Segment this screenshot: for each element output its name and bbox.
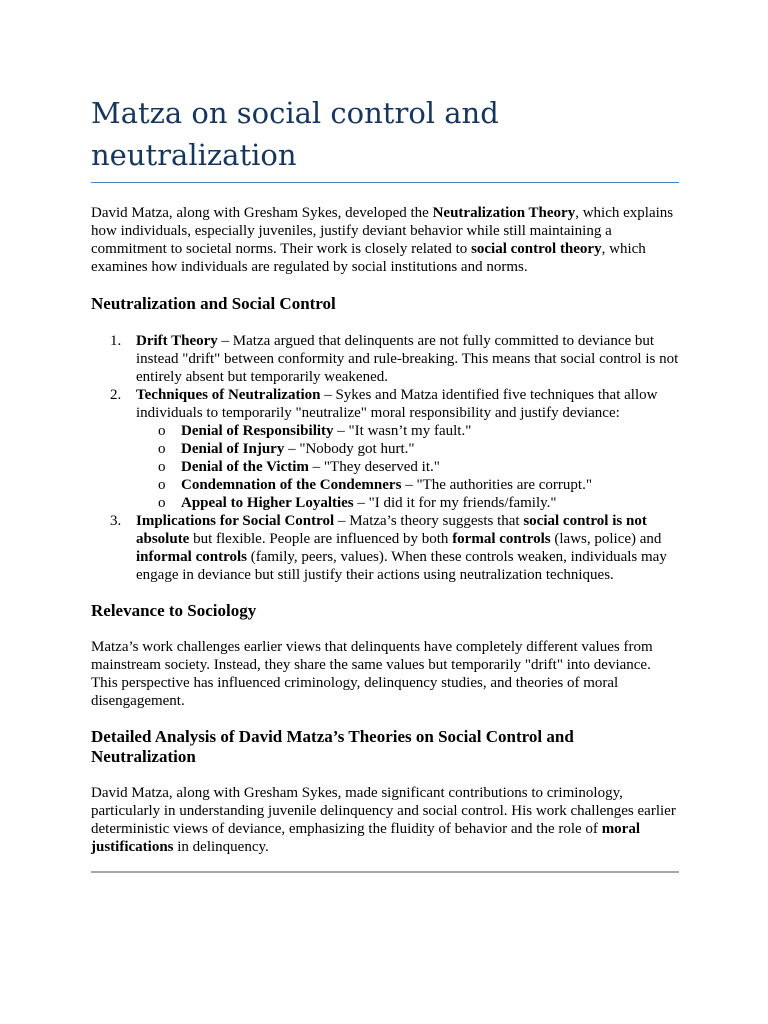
sub-text: – "They deserved it." — [308, 459, 440, 475]
bullet: o — [158, 477, 166, 493]
page-title: Matza on social control and neutralization — [91, 92, 679, 183]
list-item-implications — [91, 512, 679, 584]
intro-paragraph — [91, 204, 679, 276]
intro-text-3: , which examines how individuals are regulated by social institutions and norms. — [91, 241, 646, 275]
sub-term: Denial of Responsibility — [181, 423, 334, 439]
list-text: (laws, police) and — [550, 531, 662, 547]
sub-item-denial-victim — [136, 458, 679, 476]
detailed-analysis-paragraph — [91, 784, 679, 856]
sub-term: Condemnation of the Condemners — [181, 477, 402, 493]
list-bold: social control is not absolute — [136, 513, 647, 547]
sub-term: Appeal to Higher Loyalties — [181, 495, 354, 511]
section-heading-relevance: Relevance to Sociology — [91, 601, 257, 620]
list-text: – Matza argued that delinquents are not fully committed to deviance but instead "drift" between conformity and rule-breaking. This means that social control is not entirely absent but temporarily weakened. — [136, 333, 679, 385]
list-term: Techniques of Neutralization — [136, 387, 321, 403]
intro-bold-2: social control theory — [471, 241, 602, 257]
list-number: 1. — [110, 333, 122, 349]
list-bold: informal controls — [136, 549, 247, 565]
intro-text-2: , which explains how individuals, especially juveniles, justify deviant behavior while still maintaining a commitment to societal norms. Their work is closely related to — [91, 205, 674, 257]
bullet: o — [158, 495, 166, 511]
list-number: 3. — [110, 513, 122, 529]
list-text: but flexible. People are influenced by both — [189, 531, 453, 547]
numbered-list — [91, 332, 679, 584]
document-body — [91, 92, 679, 856]
sub-item-higher-loyalties — [136, 494, 679, 512]
sub-item-denial-injury — [136, 440, 679, 458]
sub-term: Denial of Injury — [181, 441, 285, 457]
list-text: (family, peers, values). When these controls weaken, individuals may engage in deviance but still justify their actions using neutralization techniques. — [136, 549, 667, 583]
list-term: Drift Theory — [136, 333, 218, 349]
list-item-techniques — [91, 386, 679, 512]
intro-text-1: David Matza, along with Gresham Sykes, developed the — [91, 205, 433, 221]
sub-term: Denial of the Victim — [181, 459, 309, 475]
bullet: o — [158, 423, 166, 439]
sub-item-denial-responsibility — [136, 422, 679, 440]
list-term: Implications for Social Control — [136, 513, 335, 529]
sub-text: – "The authorities are corrupt." — [401, 477, 592, 493]
section-heading-detailed-analysis: Detailed Analysis of David Matza’s Theories on Social Control and Neutralization — [91, 727, 574, 766]
sub-text: – "I did it for my friends/family." — [353, 495, 557, 511]
sub-item-condemnation — [136, 476, 679, 494]
list-bold: formal controls — [452, 531, 551, 547]
analysis-text-1: David Matza, along with Gresham Sykes, made significant contributions to criminology, particularly in understanding juvenile delinquency and social control. His work challenges earlier deterministic views of deviance, emphasizing the fluidity of behavior and the role of — [91, 785, 676, 837]
bullet: o — [158, 441, 166, 457]
relevance-paragraph: Matza’s work challenges earlier views that delinquents have completely different values from mainstream society. Instead, they share the same values but temporarily "drift" into deviance. This perspective has influenced criminology, delinquency studies, and theories of moral disengagement. — [91, 639, 653, 709]
horizontal-divider — [91, 871, 679, 873]
bullet: o — [158, 459, 166, 475]
technique-sublist — [136, 422, 679, 512]
analysis-bold-1: moral justifications — [91, 821, 641, 855]
list-text: – Matza’s theory suggests that — [334, 513, 524, 529]
sub-text: – "It wasn’t my fault." — [333, 423, 472, 439]
analysis-text-2: in delinquency. — [173, 839, 269, 855]
sub-text: – "Nobody got hurt." — [284, 441, 415, 457]
list-text: – Sykes and Matza identified five techniques that allow individuals to temporarily "neutralize" moral responsibility and justify deviance: — [136, 387, 658, 421]
list-number: 2. — [110, 387, 122, 403]
list-item-drift-theory — [91, 332, 679, 386]
intro-bold-1: Neutralization Theory — [432, 205, 576, 221]
section-heading-neutralization: Neutralization and Social Control — [91, 294, 336, 313]
